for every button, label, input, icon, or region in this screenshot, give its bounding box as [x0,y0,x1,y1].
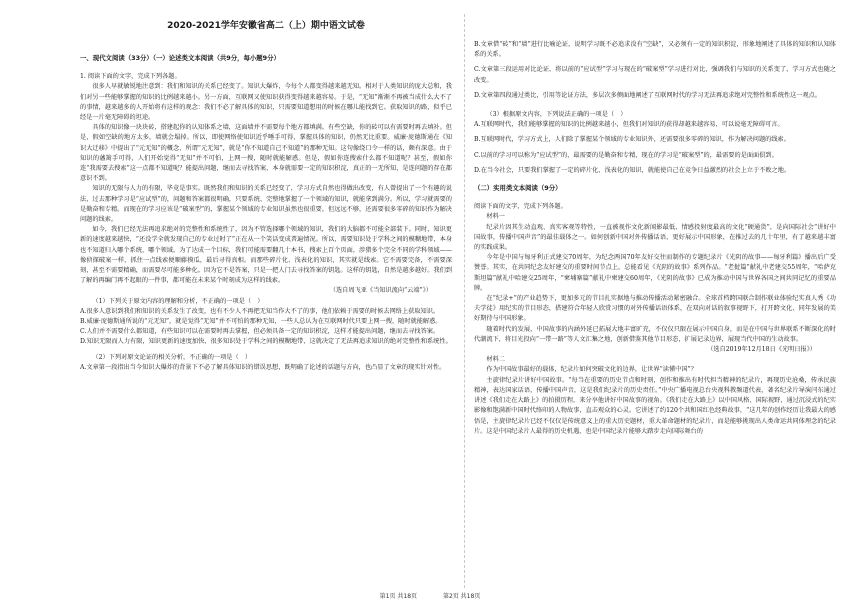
page-footer [0,591,860,600]
article-source: （选自周飞亚《当知识流向“云端”》） [329,287,432,295]
material-1-paragraph: 在“纪录+”的产业趋势下，更加多元的节目扎实据地与推动传播活动紧密融合。全球首档跨国联合制作联业体验纪实真人秀《功夫学徒》用纪实的节目形态，搭建符合年轻人欣赏习惯的对外传播话语体系，在双向对话的叙事视野下，打开跨文化、同年发展的美好期待与中国形象。 [474,295,836,323]
page-number-right: 第2页 共18页 [442,593,481,600]
material-2-label: 材料二 [486,356,505,364]
option-2b: B.文章借“砖”和“墙”进行比喻论证，说明学习既不必追求没有“空缺”，又必须有一定的知识积淀，形象地阐述了具体的知识和认知体系的关系。 [474,41,836,59]
exam-title: 2020-2021学年安徽省高二（上）期中语文试卷 [167,21,365,31]
material-1-paragraph: 纪录片因其生动直观、真实客观等特性，一直被视作文化新闻影最低、情感投射度最高的文化“硬通货”，是向国际社会“讲好中国故事，传播中国声音”的最佳载体之一。如何创新中国对外传播话语，更好展示中国形象，在推过去的几十年里，有了越来越丰富的实践成果。 [474,223,836,252]
option-1c: C.人们并不需要什么都知道，有些知识可以在需要时再去掌握，但必须具备一定的知识积淀，这样才能提出问题，继而去寻找答案。 [80,328,440,336]
section-heading-2: （二）实用类文本阅读（9分） [474,184,562,193]
question-1: （1）下列关于原文内容的理解和分析，不正确的一项是（ ） [92,297,264,305]
option-3d: D.在当今社会，只要我们掌握了一定的碎片化、浅表化的知识，就能使自己在竞争日益激烈的社会上立于不败之地。 [474,166,791,174]
material-2-paragraph: 作为中国故事最好的载体，纪录片如何突破文化的边界，让世界“读懂中国”？ [486,366,697,374]
option-1a: A.很多人意识到我们和知识的关系发生了改变，也有不少人不再把无知当作大不了的事，他们依赖于需要的时候去网络上获取知识。 [80,307,440,315]
option-3c: C.以前的学习可以称为“应试型”的，最需要的是勤奋和专精，现在的学习是“破案型”的，最需要的是面面俱到。 [474,151,778,159]
left-column [80,42,452,373]
option-2a: A.文章第一段指出当今知识大爆炸的背景下不必了解具体知识的错误思想，既明确了论述的话题与方向，也凸显了文章的现实针对性。 [80,363,446,371]
material-1-paragraph: 随着时代的发展，中国故事的内涵外延已拓展大地丰富旷充，不仅仅只限在展示中国自身，而是在中国与世界联系不断深化的时代潮流下，将目光投向“一带一路”等人文汇集之地，创新借鉴其他节目形态，扩展记录边界，展现当代中国的生动故事。 [474,325,836,343]
material-2-paragraph: 主旋律纪录片讲好中国故事。“每当在重要的历史节点和时刻，创作和推出有时代担当精神的纪录片，再现历史沧桑，传承民族精神，表达国家话语，传播中国声音，这是我们纪录片的历史责任。”中央广播电视总台央视科教频道代表，著名纪录片导演闫东通过讲述《我们走在大路上》的拍摄历程，来分享他讲好中国故事的视角。《我们走在大路上》以中国风格、国际视野，通过沉浸式的纪实影像和饱满新中国时代络印的人物故事，直击观众的心灵。它讲述了约120个共和国红色经典故事，“这几年的创作经历让我最大的感悟是，主旋律纪录片已经不仅仅是传统意义上的重大历史题材，重大革命题材的纪录片，而是能够挑现出人类命运共同体理念的纪录片。这是中国纪录片人最得的历史机遇，也是中国纪录片能够大踏步走向国际舞台的 [474,376,836,435]
option-1d: D.知识无限而人力有限，知识更新的速度加快，很多知识处于学科之间的模糊地带，这就决定了无法再追求知识的绝对完整性和系统性。 [80,338,452,346]
question-2: （2）下列对原文论证的相关分析，不正确的一项是（ ） [92,353,252,361]
page-number-left: 第1页 共18页 [379,593,418,600]
option-2d: D.文章第四段通过类比，引用等论证方法，多层次多侧面地阐述了互联网时代的学习无法再追求绝对完整性和系统性这一观点。 [474,91,822,99]
section-heading-1: 一、现代文阅读（33分）（一）论述类文本阅读（共9分，每小题9分） [80,54,280,62]
material-1-source: （选自2019年12月18日《光明日报》） [707,346,816,354]
option-3a: A.互联网时代，我们能够掌握的知识的比例越来越小，但我们对知识的获得却越来越容易，可以说毫无障碍可言。 [474,121,784,129]
option-3b: B.互联网时代，学习方式上，人们除了掌握某个领域的专业知识外，还需要很多零碎的知识，作为解决问题的线索。 [474,136,790,144]
question-intro: 1. 阅读下面的文字，完成下列各题。 [80,73,181,81]
option-1b: B.威廉·庞德斯通所说的“元无知”，就是觉得“无知”并不可怕的那种无知，一些人总认为在互联网时代只要上网一搜，随时就能解惑。 [80,318,442,326]
article-paragraph: 具体的知识像一块块砖，搭建起你的认知体系之墙，这面墙并不需要每个地方都填满。有些空缺，你的砖可以有需要时再去填补。但是，假如空缺的地方太多，墙就会塌掉。所以，即使网络使知识近乎唾手可得，掌握具体的知识，仍然无比重要。威廉·庞德斯通在《知识大迁移》中提出了“元无知”的概念，所谓“元无知”，就是“你不知道自己不知道”的那种无知。这句像绕口令一样的话，颇有深意。由于知识的藩篱手可得，人们开始觉得“无知”并不可怕，上网一搜，随时就能解惑。但是，假如你连搜索什么都不知道呢？甚至，假如你连“我需要去搜索”这一点都不知道呢？能提出问题，继而去寻找答案，本身就需要一定的知识积淀，真正的一无所知，是连问题的存在都意识不到。 [80,124,452,183]
question-intro-2: 阅读下面的文字，完成下列各题。 [474,203,567,211]
material-1-label: 材料一 [486,213,505,221]
option-2c: C.文章第三段运用对比论证，将以前的“应试型”学习与现在的“破案型”学习进行对比，强调我们与知识的关系变了，学习方式也随之改变。 [474,66,836,84]
material-1-paragraph: 今年是中国与匈牙利正式建交70周年，为纪念两国70年友好交往而制作的专题纪录片《光阴的故事——匈牙利篇》播出后广受赞誉。其实，在共同纪念友好建交的重要时间节点上，总能看见《光阴的故事》系列作品。“老挝篇”献礼中老建交55周年，“哈萨克斯坦篇”献礼中哈建交25周年，“柬埔寨篇”献礼中柬建交60周年，《光阴的故事》已成为推动中国与世界各国之间共同记忆的重要品牌。 [474,254,836,292]
article-paragraph: 很多人早就敏锐地注意到：我们和知识的关系已经变了。知识大爆炸，今每个人都变得越来越无知。相对于人类知识的庞大总和，我们对另一些能够掌握的知识的比例越来越小。另一方面，互联网又使知识获得变得越来越容易。于是，“无知”渐渐不再被当成什么大不了的事情，越来越多的人开始将有这样的观念：我们不必了解具体的知识，只需要知道想用的时候在哪儿能找到它。获取知识的路，似乎已经是一片毫无障碍的坦途。 [80,83,452,122]
article-paragraph: 知识的无限与人力的有限，毕竟是事实。既然我们和知识的关系已经变了，学习方式自然也得做出改变，有人曾提出了一个有趣的说法，过去那种学习是“应试型”的，问题和答案都很明确，只要系统、完整地掌握了一个领域的知识，就能拿到满分。所以，学习就需要的是勤奋和专精。而现在的学习应该是“破案型”的，掌握某个领域的专业知识虽然也很重要，但远远不够，还需要很多零碎的知识作为解决问题的线索。 [80,185,452,224]
article-paragraph: 如今，我们已经无法再追求绝对的完整性和系统性了，因为不管选择哪个领域的知识，我们的大脑都不可能全部装下。同时，知识更新的速度越来越快，“还没学全就发现自己的专业过时了”正在从一个笑话变成普遍情况。所以，需要知识处于学科之间的模糊地带，本身也不知道归入哪个系统，哪个领域。为了达成一个目标，我们可能需要翻几十本书，搜索上百个页面，涉猎多个完全不同的学科领域——像侦探破案一样，抓住一点线索便顺藤摸瓜，最后寻得真相。而那些碎片化、浅表化的知识，其实就是线索。它不需要完备，不需要深刻，甚至不需要精确，而需要尽可能多种化。因为它不是答案，只是一把人门去寻找答案的钥匙。这样的钥匙，自然是越多越好。我们到了解的再编门再不起眼的一件事，都可能在未来某个时刻成为这样的线索。 [80,226,452,285]
right-column [474,40,836,437]
question-3: （3）根据原文内容，下列说法正确的一项是（ ） [486,111,627,119]
column-divider [464,14,465,588]
